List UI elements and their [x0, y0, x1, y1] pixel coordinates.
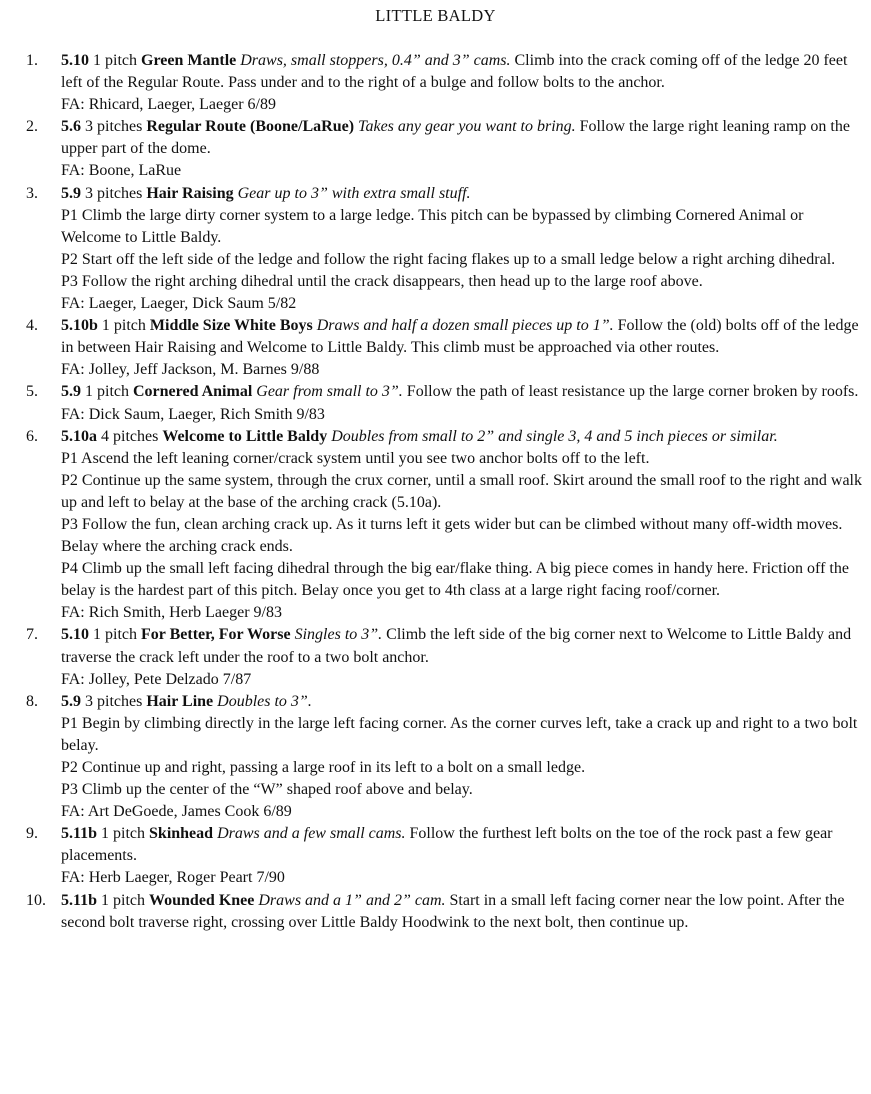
pitch-description: P2 Start off the left side of the ledge and follow the right facing flakes up to a small ledge below a right arching dihedral. — [61, 250, 836, 268]
pitch-description: P3 Climb up the center of the “W” shaped roof above and belay. — [61, 781, 473, 799]
route-gear: Takes any gear you want to bring. — [358, 118, 576, 136]
route-pitch-count: 1 pitch — [101, 891, 146, 909]
route-gear: Draws and a few small cams. — [217, 825, 406, 843]
route-pitch-count: 1 pitch — [93, 52, 137, 69]
route-gear: Gear up to 3” with extra small stuff. — [237, 184, 471, 202]
route-heading — [61, 315, 862, 359]
route-pitch-count: 4 pitches — [101, 427, 159, 445]
route-gear: Draws and a 1” and 2” cam. — [258, 891, 446, 909]
route-body — [61, 823, 862, 889]
first-ascent: FA: Dick Saum, Laeger, Rich Smith 9/83 — [61, 405, 325, 423]
route-name: Skinhead — [149, 825, 214, 843]
route-name: Green Mantle — [141, 52, 237, 69]
route-entry — [26, 315, 862, 381]
first-ascent: FA: Rhicard, Laeger, Laeger 6/89 — [61, 96, 276, 114]
route-entry — [26, 823, 862, 889]
route-body — [61, 183, 862, 316]
route-description: Follow the furthest left bolts on the toe of the rock past a few gear placements. — [61, 825, 833, 865]
first-ascent: FA: Jolley, Pete Delzado 7/87 — [61, 670, 252, 688]
first-ascent: FA: Herb Laeger, Roger Peart 7/90 — [61, 869, 285, 887]
route-body — [61, 890, 862, 934]
route-gear: Gear from small to 3”. — [256, 383, 403, 401]
pitch-description: P2 Continue up the same system, through the crux corner, until a small roof. Skirt around the small roof to the right and walk up and left to belay at the base of the arching crack (5.10a). — [61, 471, 862, 511]
route-grade: 5.9 — [61, 383, 81, 401]
route-description: Climb into the crack coming off of the ledge 20 feet left of the Regular Route. Pass under and to the right of a bulge and follow bolts to the anchor. — [61, 52, 848, 92]
route-body — [61, 315, 862, 381]
route-pitch-count: 1 pitch — [101, 317, 146, 335]
route-number: 2. — [26, 118, 38, 136]
route-number: 5. — [26, 383, 38, 401]
route-body — [61, 381, 862, 425]
route-pitch-count: 3 pitches — [85, 184, 143, 202]
route-list — [26, 50, 862, 934]
route-number: 6. — [26, 427, 38, 445]
route-name: Hair Line — [146, 692, 214, 710]
route-grade: 5.6 — [61, 118, 81, 136]
route-entry — [26, 381, 862, 425]
route-gear: Draws and half a dozen small pieces up to 1”. — [316, 317, 614, 335]
route-grade: 5.11b — [61, 891, 98, 909]
page-title: LITTLE BALDY — [375, 6, 496, 25]
route-number: 7. — [26, 626, 38, 644]
route-number: 10. — [26, 891, 46, 909]
route-heading — [61, 890, 862, 934]
route-grade: 5.10 — [61, 52, 89, 69]
pitch-description: P4 Climb up the small left facing dihedral through the big ear/flake thing. A big piece comes in handy here. Friction off the belay is the hardest part of this pitch. Belay once you get to 4th class at a large right facing roof/corner. — [61, 560, 849, 600]
first-ascent: FA: Laeger, Laeger, Dick Saum 5/82 — [61, 295, 297, 313]
route-number: 3. — [26, 184, 38, 202]
route-entry — [26, 691, 862, 824]
route-pitch-count: 3 pitches — [85, 692, 143, 710]
route-heading — [61, 50, 862, 94]
route-pitch-count: 1 pitch — [93, 626, 137, 644]
route-description: Follow the (old) bolts off of the ledge in between Hair Raising and Welcome to Little Baldy. This climb must be approached via other routes. — [61, 317, 859, 357]
route-entry — [26, 50, 862, 116]
route-body — [61, 116, 862, 182]
route-description: Start in a small left facing corner near the low point. After the second bolt traverse right, crossing over Little Baldy Hoodwink to the next bolt, then continue up. — [61, 891, 845, 931]
route-pitch-count: 1 pitch — [85, 383, 129, 401]
route-heading — [61, 691, 862, 713]
route-entry — [26, 183, 862, 316]
route-pitch-count: 1 pitch — [101, 825, 146, 843]
route-gear: Doubles to 3”. — [217, 692, 312, 710]
route-gear: Doubles from small to 2” and single 3, 4 and 5 inch pieces or similar. — [331, 427, 778, 445]
route-name: Regular Route (Boone/LaRue) — [146, 118, 355, 136]
route-name: Middle Size White Boys — [149, 317, 313, 335]
route-gear: Draws, small stoppers, 0.4” and 3” cams. — [240, 52, 511, 69]
route-number: 4. — [26, 317, 38, 335]
route-body — [61, 691, 862, 824]
pitch-description: P3 Follow the right arching dihedral until the crack disappears, then head up to the large roof above. — [61, 272, 703, 290]
route-heading — [61, 823, 862, 867]
route-grade: 5.11b — [61, 825, 98, 843]
route-heading — [61, 116, 862, 160]
route-heading — [61, 183, 862, 205]
route-number: 8. — [26, 692, 38, 710]
first-ascent: FA: Boone, LaRue — [61, 162, 182, 180]
pitch-description: P2 Continue up and right, passing a large roof in its left to a bolt on a small ledge. — [61, 759, 586, 776]
route-number: 9. — [26, 825, 38, 843]
route-grade: 5.9 — [61, 184, 81, 202]
route-grade: 5.10b — [61, 317, 98, 335]
route-entry — [26, 890, 862, 934]
route-heading — [61, 624, 862, 668]
first-ascent: FA: Rich Smith, Herb Laeger 9/83 — [61, 604, 282, 622]
first-ascent: FA: Jolley, Jeff Jackson, M. Barnes 9/88 — [61, 361, 320, 379]
route-body — [61, 50, 862, 116]
route-heading — [61, 381, 862, 403]
route-name: Wounded Knee — [149, 891, 255, 909]
route-description: Climb the left side of the big corner next to Welcome to Little Baldy and traverse the crack left under the roof to a two bolt anchor. — [61, 626, 852, 666]
pitch-description: P1 Ascend the left leaning corner/crack system until you see two anchor bolts off to the left. — [61, 449, 650, 467]
route-grade: 5.10a — [61, 427, 97, 445]
route-grade: 5.10 — [61, 626, 89, 644]
pitch-description: P1 Begin by climbing directly in the large left facing corner. As the corner curves left, take a crack up and right to a two bolt belay. — [61, 714, 858, 754]
route-heading — [61, 426, 862, 448]
route-description: Follow the path of least resistance up the large corner broken by roofs. — [406, 383, 859, 401]
route-entry — [26, 624, 862, 690]
route-body — [61, 624, 862, 690]
route-pitch-count: 3 pitches — [85, 118, 143, 136]
first-ascent: FA: Art DeGoede, James Cook 6/89 — [61, 803, 292, 821]
route-name: For Better, For Worse — [141, 626, 291, 644]
route-name: Hair Raising — [146, 184, 234, 202]
route-body — [61, 426, 862, 625]
route-name: Cornered Animal — [133, 383, 253, 401]
route-name: Welcome to Little Baldy — [162, 427, 328, 445]
route-number: 1. — [26, 52, 38, 69]
route-description: Follow the large right leaning ramp on the upper part of the dome. — [61, 118, 850, 158]
route-grade: 5.9 — [61, 692, 81, 710]
route-entry — [26, 116, 862, 182]
pitch-description: P3 Follow the fun, clean arching crack up. As it turns left it gets wider but can be climbed without many off-width moves. Belay where the arching crack ends. — [61, 515, 843, 556]
route-gear: Singles to 3”. — [294, 626, 383, 644]
route-entry — [26, 426, 862, 625]
pitch-description: P1 Climb the large dirty corner system to a large ledge. This pitch can be bypassed by climbing Cornered Animal or Welcome to Little Baldy. — [61, 206, 804, 246]
